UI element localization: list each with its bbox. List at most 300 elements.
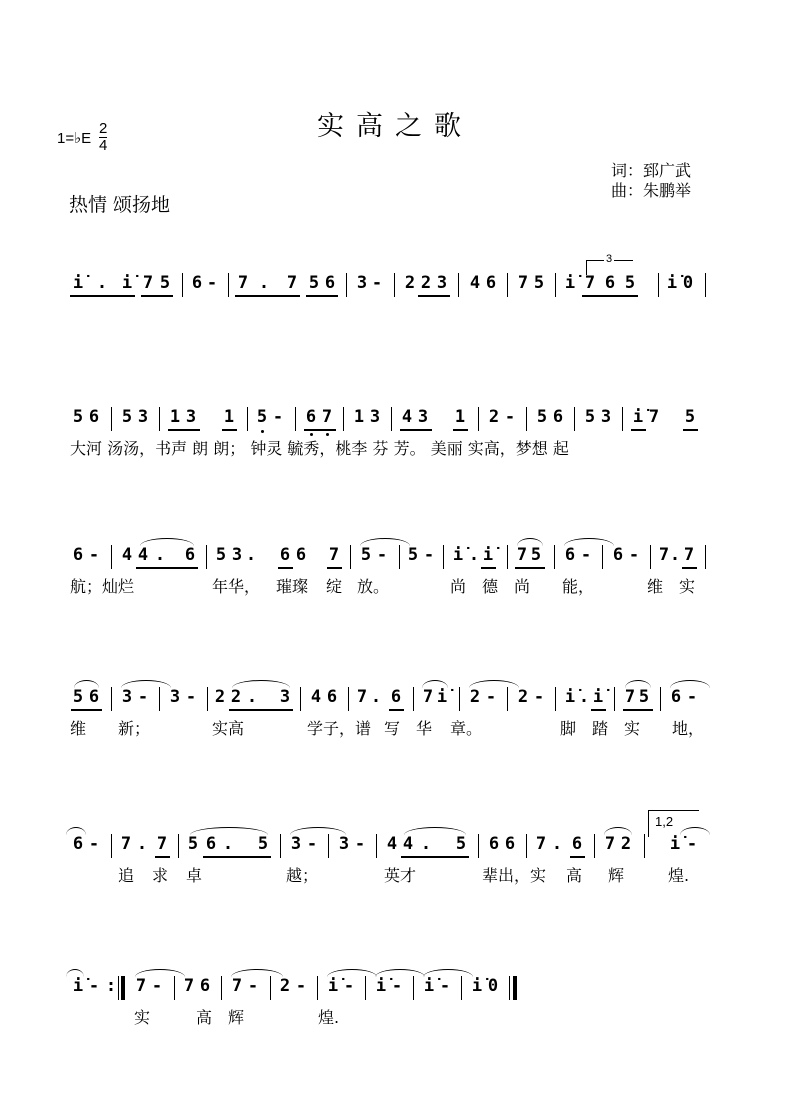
note: . [222, 834, 234, 854]
note: 7 [604, 834, 616, 854]
barline [350, 545, 351, 569]
lyric: 越； [286, 866, 319, 885]
lyric: 实 [679, 577, 696, 596]
barline [111, 407, 112, 431]
slur [232, 680, 290, 688]
underline [682, 567, 697, 569]
lyric: 踏 [592, 719, 609, 738]
barline [317, 976, 318, 1000]
note: 6 [390, 687, 402, 707]
barline [221, 976, 222, 1000]
slur [625, 680, 651, 688]
underline [591, 709, 606, 711]
octave-dot [261, 430, 264, 433]
lyric: 实 [134, 1008, 151, 1027]
underline [515, 567, 545, 569]
note: 6 [571, 834, 583, 854]
barline [622, 407, 623, 431]
note: 5 [407, 545, 419, 565]
note: 7 [517, 273, 529, 293]
note: 4 [402, 834, 414, 854]
barline [602, 545, 603, 569]
notes-line-2 [0, 407, 790, 433]
note: 6 [485, 273, 497, 293]
note: - [376, 545, 388, 565]
note: - [306, 834, 318, 854]
note: 5 [187, 834, 199, 854]
note: - [272, 407, 284, 427]
underline [306, 295, 338, 297]
lyric: 维 [647, 577, 664, 596]
note: 0 [487, 976, 499, 996]
underline [400, 429, 432, 431]
barline [660, 687, 661, 711]
underline [136, 567, 198, 569]
note: 7 [516, 545, 528, 565]
barline [178, 834, 179, 858]
barline [111, 687, 112, 711]
note: - [88, 545, 100, 565]
note: 5 [308, 273, 320, 293]
note: 1 [353, 407, 365, 427]
underline [327, 567, 342, 569]
note: 7 [183, 976, 195, 996]
barline [270, 976, 271, 1000]
note: 5 [536, 407, 548, 427]
underline [70, 295, 135, 297]
tie [564, 538, 614, 546]
note: 1 [169, 407, 181, 427]
note: 5 [638, 687, 650, 707]
note: 1 [454, 407, 466, 427]
underline [570, 856, 585, 858]
tie [66, 969, 84, 977]
barline [295, 407, 296, 431]
note: 4 [401, 407, 413, 427]
note: 7 [356, 687, 368, 707]
barline [443, 545, 444, 569]
lyric: 华 [416, 719, 433, 738]
note: 2 [517, 687, 529, 707]
note: i̇ [669, 834, 681, 854]
note: 6 [604, 273, 616, 293]
barline [574, 407, 575, 431]
lyric: 学子，谱 [307, 719, 372, 738]
note: . [245, 545, 257, 565]
note: 5 [584, 407, 596, 427]
barline [594, 834, 595, 858]
lyric: 求 [152, 866, 169, 885]
lyric: 追 [118, 866, 135, 885]
note: 7 [156, 834, 168, 854]
note: . [578, 687, 590, 707]
barline [247, 407, 248, 431]
note: 2 [620, 834, 632, 854]
note: i̇ [452, 545, 464, 565]
barline [413, 976, 414, 1000]
barline [507, 545, 508, 569]
lyric: 维 [70, 719, 87, 738]
note: 7 [120, 834, 132, 854]
note: 7 [648, 407, 660, 427]
note: 3 [121, 687, 133, 707]
barline [394, 273, 395, 297]
note: . [154, 545, 166, 565]
barline [705, 273, 706, 297]
barline [658, 273, 659, 297]
note: 5 [72, 687, 84, 707]
note: i̇ [72, 273, 84, 293]
barline [206, 545, 207, 569]
note: 7 [535, 834, 547, 854]
note: - [533, 687, 545, 707]
lyric: 写 [384, 719, 401, 738]
lyric: 英才 [384, 866, 417, 885]
note: 3 [290, 834, 302, 854]
note: i̇ [375, 976, 387, 996]
note: 6 [326, 687, 338, 707]
underline [401, 856, 469, 858]
lyric: 航；灿烂 [70, 577, 135, 596]
slur [190, 827, 268, 835]
note: 5 [256, 407, 268, 427]
barline [644, 834, 645, 858]
note: i̇ [471, 976, 483, 996]
note: 7 [142, 273, 154, 293]
lyric: 年华， [212, 577, 261, 596]
barline [554, 545, 555, 569]
note: 3 [185, 407, 197, 427]
note: 6 [612, 545, 624, 565]
note: 4 [469, 273, 481, 293]
underline [389, 709, 404, 711]
barline [507, 273, 508, 297]
underline [304, 429, 336, 431]
lyric: 煌. [668, 866, 690, 885]
note: . [468, 545, 480, 565]
lyric: 尚 [514, 577, 531, 596]
barline [182, 273, 183, 297]
note: 6 [305, 407, 317, 427]
note: . [136, 834, 148, 854]
note: i̇ [666, 273, 678, 293]
note: 3 [600, 407, 612, 427]
note: 3 [356, 273, 368, 293]
note: 2 [214, 687, 226, 707]
note: 2 [488, 407, 500, 427]
note: 6 [279, 545, 291, 565]
note: - [439, 976, 451, 996]
note: 5 [159, 273, 171, 293]
key-signature: 1=♭E [57, 130, 92, 147]
barline [461, 976, 462, 1000]
note: - [371, 273, 383, 293]
tie [670, 680, 710, 688]
barline [459, 687, 460, 711]
barline [507, 687, 508, 711]
note: 3 [417, 407, 429, 427]
barline [348, 687, 349, 711]
barline [346, 273, 347, 297]
barline [458, 273, 459, 297]
lyric: 实 [624, 719, 641, 738]
note: 6 [564, 545, 576, 565]
slur [517, 538, 543, 546]
barline [555, 273, 556, 297]
lyric: 绽 [326, 577, 343, 596]
note: - [185, 687, 197, 707]
notes-line-4 [0, 687, 790, 713]
barline [111, 834, 112, 858]
barline [526, 407, 527, 431]
lyric: 新； [118, 719, 151, 738]
underline [235, 295, 300, 297]
repeat-barline [121, 976, 125, 1000]
underline [481, 567, 496, 569]
note: 6 [72, 545, 84, 565]
note: 6 [184, 545, 196, 565]
note: . [669, 545, 681, 565]
note: i̇ [327, 976, 339, 996]
lyric: 尚 [450, 577, 467, 596]
slur [404, 827, 466, 835]
note: 6 [295, 545, 307, 565]
note: - [88, 834, 100, 854]
note: - [343, 976, 355, 996]
note: . [551, 834, 563, 854]
barline [328, 834, 329, 858]
note: 3 [137, 407, 149, 427]
note: - [628, 545, 640, 565]
slur [604, 827, 632, 835]
note: 0 [682, 273, 694, 293]
note: 7 [422, 687, 434, 707]
underline [453, 429, 468, 431]
note: 5 [684, 407, 696, 427]
underline [631, 429, 646, 431]
notes-line-5 [0, 814, 790, 860]
underline [155, 856, 170, 858]
note: - [485, 687, 497, 707]
barline [478, 834, 479, 858]
slur [74, 680, 99, 688]
note: 5 [624, 273, 636, 293]
tie [423, 969, 473, 977]
lyric: 实高 [212, 719, 245, 738]
note: i̇ [482, 545, 494, 565]
barline [650, 545, 651, 569]
barline [614, 687, 615, 711]
note: 5 [455, 834, 467, 854]
note: - [88, 976, 100, 996]
note: 5 [121, 407, 133, 427]
tie [121, 680, 171, 688]
final-barline [513, 976, 517, 1000]
note: - [295, 976, 307, 996]
note: 6 [199, 976, 211, 996]
underline [623, 709, 653, 711]
note: - [686, 834, 698, 854]
note: - [206, 273, 218, 293]
note: 5 [360, 545, 372, 565]
underline [418, 295, 450, 297]
tie [66, 827, 86, 835]
note: 6 [552, 407, 564, 427]
barline [399, 545, 400, 569]
note: - [504, 407, 516, 427]
note: i̇ [564, 273, 576, 293]
barline [376, 834, 377, 858]
note: 3 [279, 687, 291, 707]
barline [118, 976, 119, 1000]
note: - [580, 545, 592, 565]
tie [135, 969, 185, 977]
note: - [686, 687, 698, 707]
lyric: 地， [672, 719, 705, 738]
triplet-number: 3 [606, 253, 613, 265]
barline [300, 687, 301, 711]
underline [222, 429, 237, 431]
note: - [247, 976, 259, 996]
note: i̇ [592, 687, 604, 707]
note: 5 [72, 407, 84, 427]
note: - [137, 687, 149, 707]
note: i̇ [423, 976, 435, 996]
note: 6 [504, 834, 516, 854]
note: 4 [137, 545, 149, 565]
lyric: 脚 [560, 719, 577, 738]
lyric: 辉 [608, 866, 625, 885]
note: - [391, 976, 403, 996]
note: i̇ [436, 687, 448, 707]
composer-credit: 曲：朱鹏举 [611, 181, 692, 200]
note: 6 [88, 407, 100, 427]
note: 4 [310, 687, 322, 707]
note: 6 [72, 834, 84, 854]
barline [280, 834, 281, 858]
note: 7 [231, 976, 243, 996]
note: i̇ [121, 273, 133, 293]
notes-line-1 [0, 253, 790, 299]
barline [705, 545, 706, 569]
note: 6 [205, 834, 217, 854]
note: 2 [469, 687, 481, 707]
note: . [370, 687, 382, 707]
note: i̇ [632, 407, 644, 427]
underline [683, 429, 698, 431]
note: . [258, 273, 270, 293]
barline [174, 976, 175, 1000]
note: 7 [683, 545, 695, 565]
note: 3 [338, 834, 350, 854]
note: 4 [386, 834, 398, 854]
underline [278, 567, 293, 569]
note: 7 [237, 273, 249, 293]
tie [231, 969, 283, 977]
volta-label: 1,2 [655, 814, 674, 829]
barline [343, 407, 344, 431]
note: 6 [670, 687, 682, 707]
note: . [246, 687, 258, 707]
note: i̇ [72, 976, 84, 996]
barline [413, 687, 414, 711]
lyric: 章。 [450, 719, 483, 738]
tie [680, 827, 710, 835]
note: - [423, 545, 435, 565]
underline [71, 709, 102, 711]
note: . [96, 273, 108, 293]
note: 3 [436, 273, 448, 293]
note: 6 [88, 687, 100, 707]
note: 7 [584, 273, 596, 293]
tie [360, 538, 410, 546]
barline [526, 834, 527, 858]
barline [159, 407, 160, 431]
note: 7 [321, 407, 333, 427]
note: 7 [135, 976, 147, 996]
note: 5 [530, 545, 542, 565]
lyric: 高 [196, 1008, 213, 1027]
tie [469, 680, 519, 688]
note: 4 [121, 545, 133, 565]
note: 5 [257, 834, 269, 854]
note: 7 [286, 273, 298, 293]
note: 2 [420, 273, 432, 293]
note: 5 [533, 273, 545, 293]
underline [203, 856, 271, 858]
note: 6 [191, 273, 203, 293]
barline [555, 687, 556, 711]
slur [422, 680, 448, 688]
lyric: 煌. [318, 1008, 340, 1027]
barline [159, 687, 160, 711]
note: 3 [231, 545, 243, 565]
note: 6 [488, 834, 500, 854]
time-signature-lower: 4 [99, 137, 108, 154]
note: 7 [328, 545, 340, 565]
lyric: 放。 [357, 577, 390, 596]
lyric: 卓 [186, 866, 203, 885]
lyric: 璀璨 [276, 577, 309, 596]
note: i̇ [564, 687, 576, 707]
note: 2 [279, 976, 291, 996]
barline [509, 976, 510, 1000]
notes-line-6 [0, 976, 790, 1002]
note: - [151, 976, 163, 996]
lyric: 高 [566, 866, 583, 885]
repeat-sign: : [105, 976, 117, 996]
lyrics-line-2: 大河 汤汤，书声 朗 朗； 钟灵 毓秀，桃李 芬 芳。 美丽 实高，梦想 起 [70, 439, 569, 458]
underline [229, 709, 293, 711]
barline [391, 407, 392, 431]
note: 7 [624, 687, 636, 707]
lyric: 德 [482, 577, 499, 596]
notes-line-3 [0, 545, 790, 571]
note: 7 [658, 545, 670, 565]
note: 2 [404, 273, 416, 293]
lyric: 能， [562, 577, 595, 596]
slur [140, 538, 194, 546]
time-signature-upper: 2 [99, 120, 108, 137]
tie [375, 969, 425, 977]
lyricist-credit: 词：郅广武 [611, 161, 692, 180]
barline [228, 273, 229, 297]
lyric: 辈出，实 [482, 866, 547, 885]
note: 3 [369, 407, 381, 427]
song-title: 实高之歌 [317, 111, 473, 142]
barline [478, 407, 479, 431]
tie [327, 969, 377, 977]
